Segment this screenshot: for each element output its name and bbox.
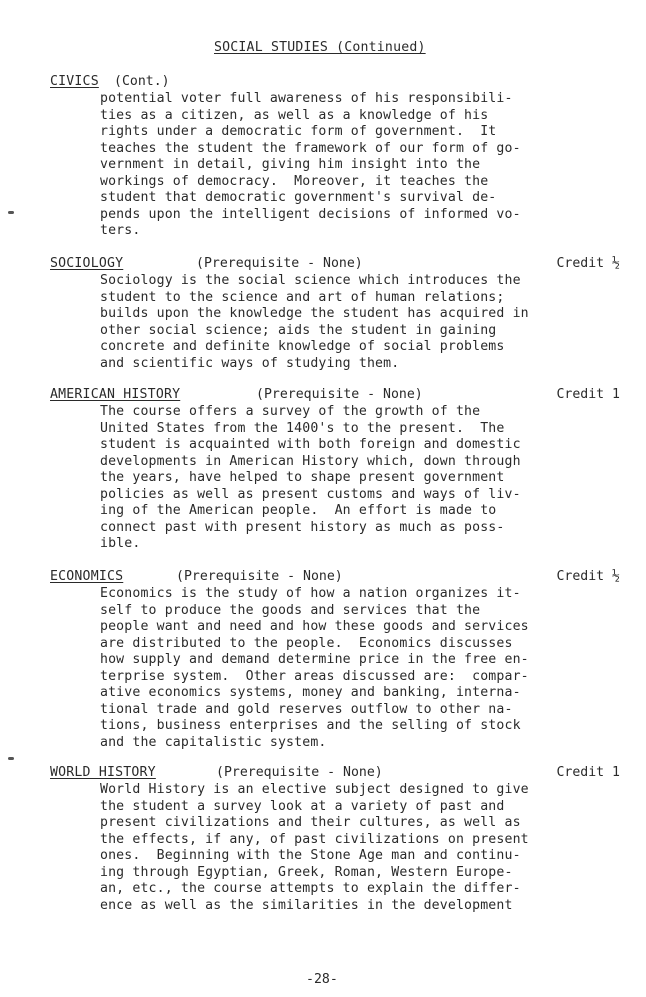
page-number: -28- — [306, 972, 338, 987]
section-sociology — [50, 256, 620, 372]
margin-mark — [8, 211, 14, 214]
body-line: present civilizations and their cultures, as well as — [100, 815, 521, 830]
prerequisite-note: (Prerequisite - None) — [176, 569, 343, 584]
body-line: and scientific ways of studying them. — [100, 355, 400, 371]
body-line: ties as a citizen, as well as a knowledge of his — [100, 107, 489, 123]
body-line: how supply and demand determine price in the free en- — [100, 652, 529, 667]
section-name: WORLD HISTORY — [50, 765, 156, 780]
body-line: ible. — [100, 536, 141, 551]
body-line: pends upon the intelligent decisions of informed vo- — [100, 206, 521, 222]
section-name: SOCIOLOGY — [50, 256, 124, 271]
section-continued-note: (Cont.) — [114, 74, 170, 89]
section-heading — [50, 74, 620, 91]
credit-value: Credit 1 — [556, 765, 620, 780]
body-line: the effects, if any, of past civilizations on present — [100, 831, 529, 847]
body-line: an, etc., the course attempts to explain the differ- — [100, 881, 521, 896]
page-title: SOCIAL STUDIES (Continued) — [214, 40, 426, 55]
section-american-history — [50, 387, 620, 553]
body-line: other social science; aids the student in gaining — [100, 322, 497, 338]
body-line: ones. Beginning with the Stone Age man and continu- — [100, 848, 521, 863]
section-body — [100, 782, 620, 914]
body-line: Sociology is the social science which introduces the — [100, 273, 521, 288]
body-line: workings of democracy. Moreover, it teaches the — [100, 173, 489, 189]
body-line: teaches the student the framework of our form of go- — [100, 140, 521, 156]
body-line: tions, business enterprises and the selling of stock — [100, 718, 521, 733]
credit-value: Credit 1 — [556, 387, 620, 402]
body-line: policies as well as present customs and ways of liv- — [100, 486, 521, 502]
body-line: self to produce the goods and services that the — [100, 602, 481, 618]
body-line: and the capitalistic system. — [100, 734, 327, 750]
body-line: Economics is the study of how a nation organizes it- — [100, 586, 521, 601]
body-line: potential voter full awareness of his responsibili- — [100, 91, 513, 106]
section-name: ECONOMICS — [50, 569, 124, 584]
body-line: developments in American History which, down through — [100, 453, 521, 469]
body-line: concrete and definite knowledge of social problems — [100, 339, 505, 354]
body-line: tional trade and gold reserves outflow to other na- — [100, 701, 513, 717]
credit-value: Credit ½ — [556, 256, 620, 271]
body-line: The course offers a survey of the growth of the — [100, 404, 481, 419]
body-line: ters. — [100, 223, 141, 238]
section-name: AMERICAN HISTORY — [50, 387, 181, 402]
body-line: the student a survey look at a variety of past and — [100, 798, 505, 814]
prerequisite-note: (Prerequisite - None) — [216, 765, 383, 780]
section-heading — [50, 765, 620, 782]
section-body — [100, 273, 620, 372]
body-line: student is acquainted with both foreign and domestic — [100, 437, 521, 452]
section-heading — [50, 569, 620, 586]
body-line: connect past with present history as much as poss- — [100, 519, 505, 535]
body-line: are distributed to the people. Economics discusses — [100, 635, 513, 651]
section-body — [100, 586, 620, 751]
prerequisite-note: (Prerequisite - None) — [256, 387, 423, 402]
credit-value: Credit ½ — [556, 569, 620, 584]
section-body — [100, 91, 620, 240]
body-line: student to the science and art of human relations; — [100, 289, 505, 305]
body-line: vernment in detail, giving him insight into the — [100, 157, 481, 172]
body-line: ence as well as the similarities in the development — [100, 897, 513, 913]
section-name: CIVICS — [50, 74, 99, 89]
body-line: student that democratic government's survival de- — [100, 190, 497, 205]
section-heading — [50, 387, 620, 404]
body-line: the years, have helped to shape present government — [100, 470, 505, 485]
body-line: ing through Egyptian, Greek, Roman, Western Europe- — [100, 864, 513, 880]
margin-mark — [8, 757, 14, 760]
body-line: people want and need and how these goods and services — [100, 619, 529, 634]
section-world-history — [50, 765, 620, 914]
body-line: ing of the American people. An effort is made to — [100, 503, 497, 518]
body-line: rights under a democratic form of government. It — [100, 124, 497, 139]
body-line: terprise system. Other areas discussed are: compar- — [100, 668, 529, 684]
body-line: builds upon the knowledge the student has acquired in — [100, 306, 529, 321]
section-economics — [50, 569, 620, 751]
section-body — [100, 404, 620, 553]
body-line: World History is an elective subject designed to give — [100, 782, 529, 797]
body-line: ative economics systems, money and banking, interna- — [100, 685, 521, 700]
section-heading — [50, 256, 620, 273]
prerequisite-note: (Prerequisite - None) — [196, 256, 363, 271]
body-line: United States from the 1400's to the present. The — [100, 420, 505, 436]
section-civics — [50, 74, 620, 240]
